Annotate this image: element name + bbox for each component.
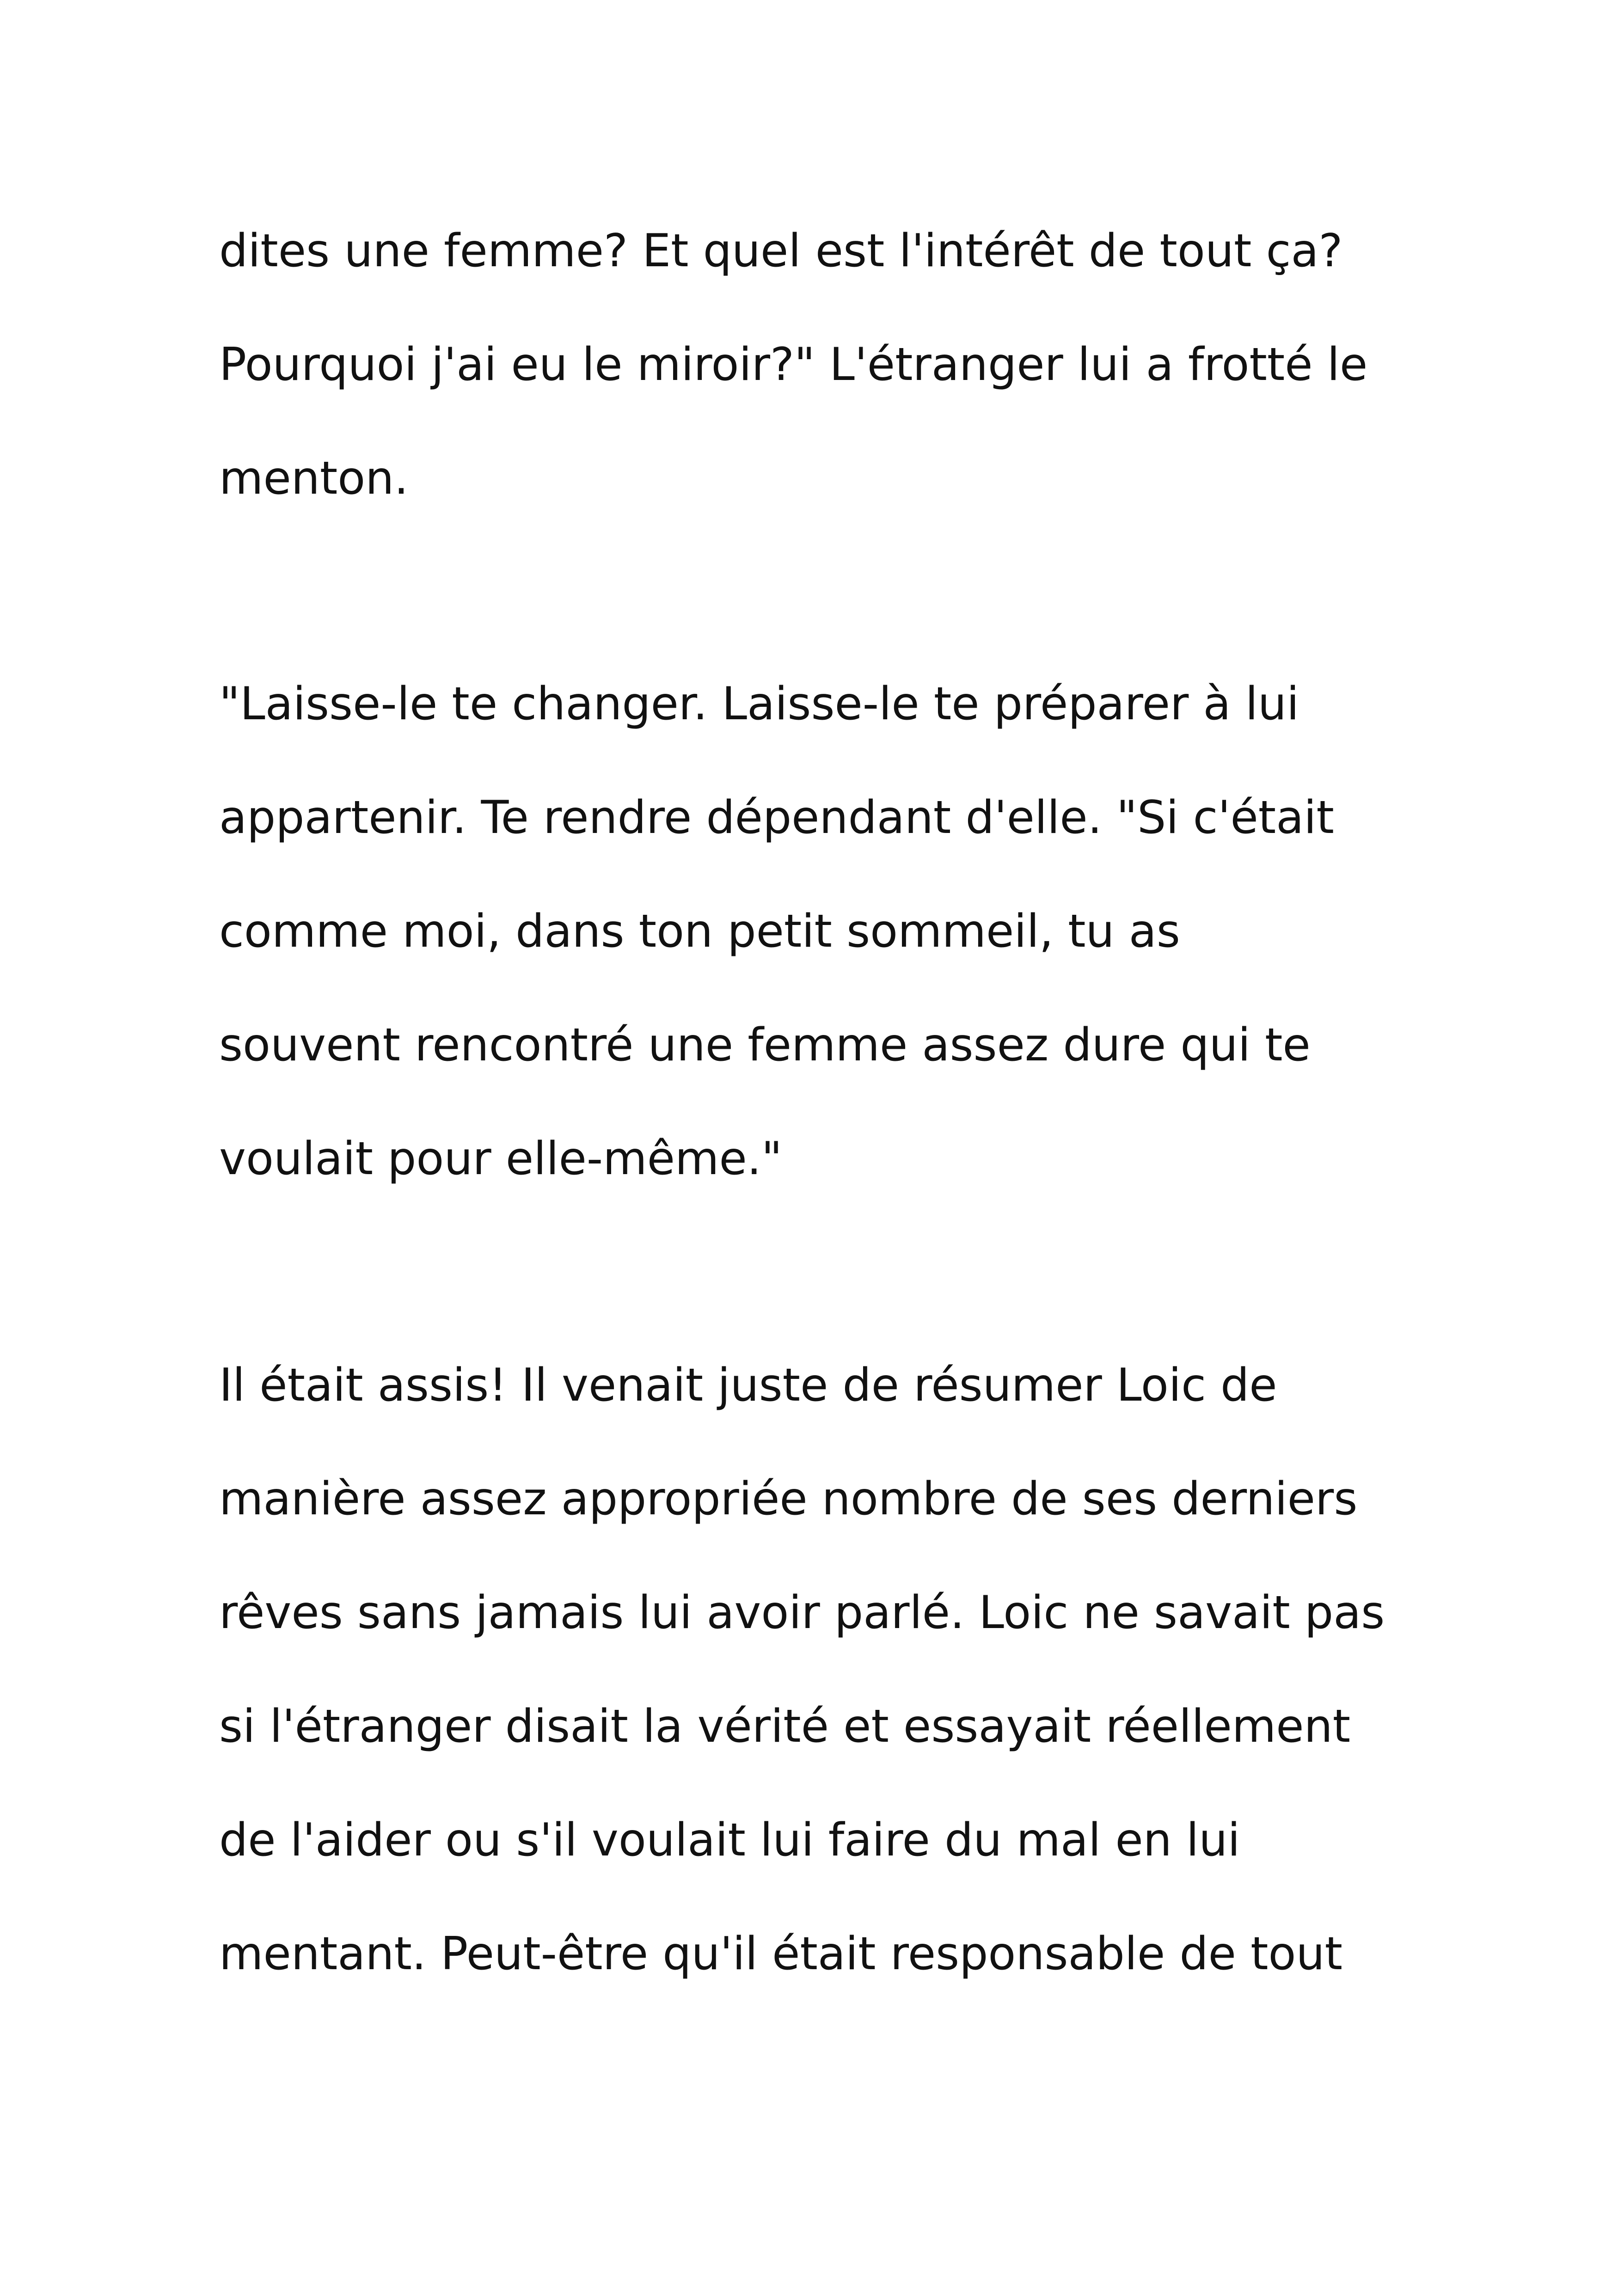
text-line: appartenir. Te rendre dépendant d'elle. "Si c'était [219,791,1334,844]
text-line: si l'étranger disait la vérité et essayait réellement [219,1700,1351,1753]
text-line: "Laisse-le te changer. Laisse-le te préparer à lui [219,678,1299,730]
text-line: manière assez appropriée nombre de ses derniers [219,1473,1358,1525]
text-line: rêves sans jamais lui avoir parlé. Loic ne savait pas [219,1586,1385,1639]
text-line: Il était assis! Il venait juste de résumer Loic de [219,1359,1277,1412]
text-line: Pourquoi j'ai eu le miroir?" L'étranger lui a frotté le [219,338,1368,391]
text-line: voulait pour elle-même." [219,1133,783,1185]
text-line: menton. [219,452,409,505]
text-line: de l'aider ou s'il voulait lui faire du mal en lui [219,1814,1240,1867]
text-line: dites une femme? Et quel est l'intérêt de tout ça? [219,225,1343,277]
text-line: mentant. Peut-être qu'il était responsable de tout [219,1928,1343,1980]
text-line: souvent rencontré une femme assez dure qui te [219,1019,1311,1071]
text-line: comme moi, dans ton petit sommeil, tu as [219,905,1180,958]
